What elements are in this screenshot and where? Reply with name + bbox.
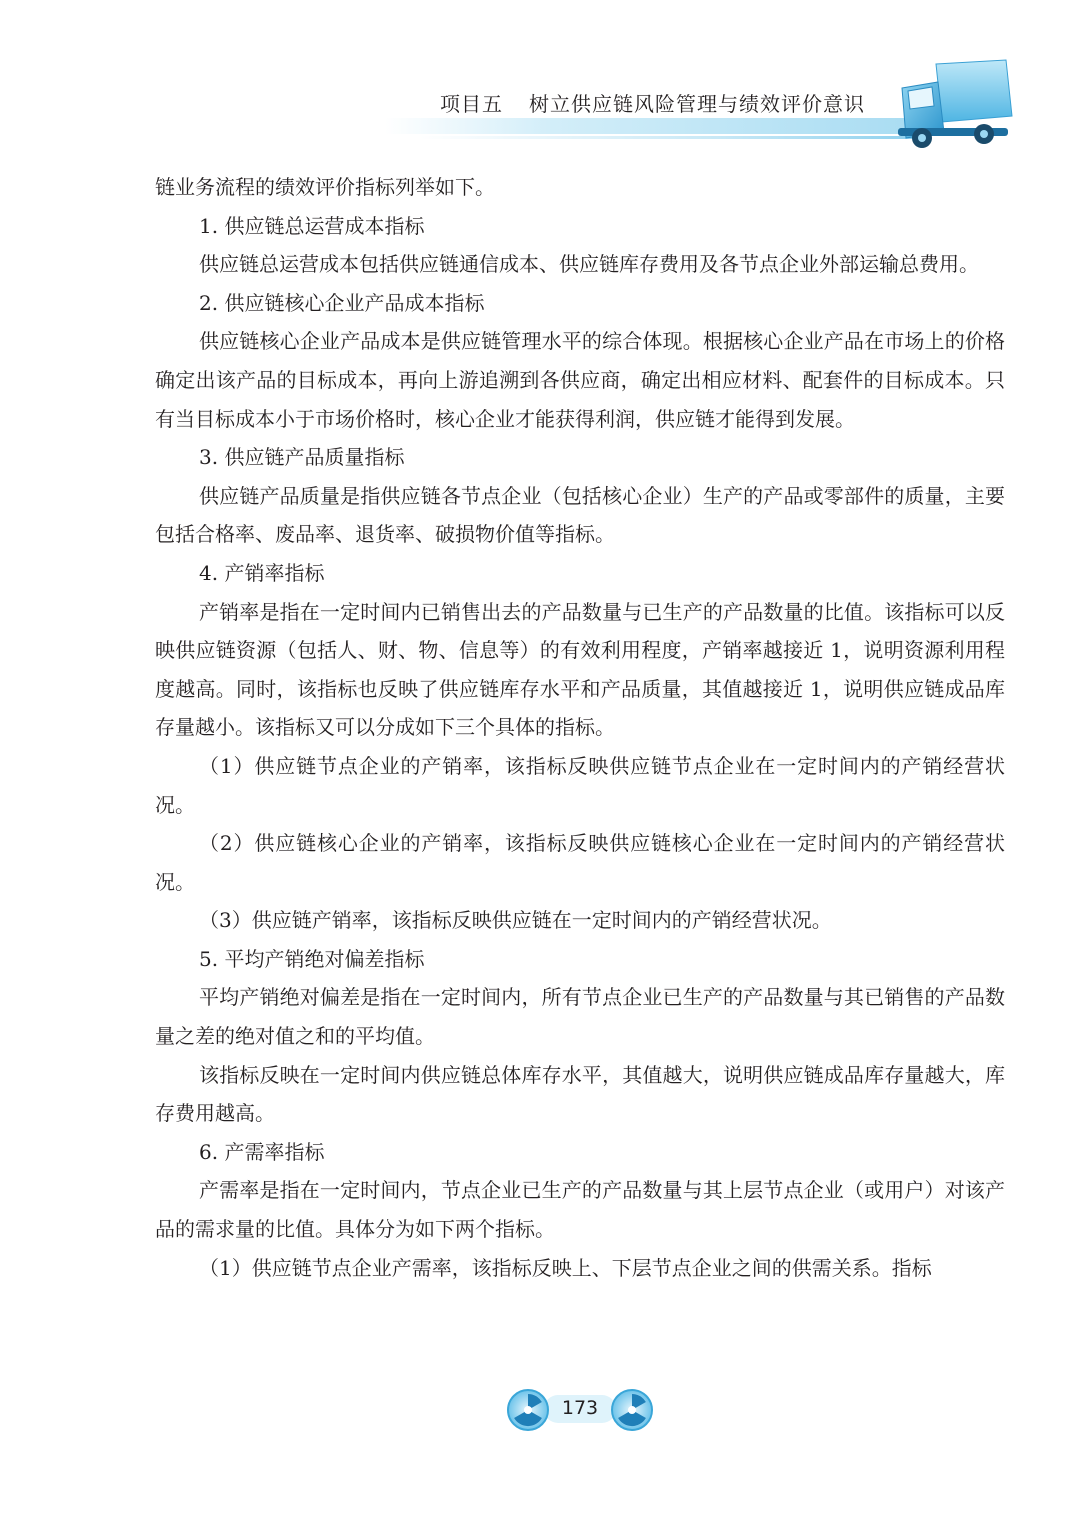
paragraph: （3）供应链产销率，该指标反映供应链在一定时间内的产销经营状况。 xyxy=(199,908,832,933)
section-heading: 5. 平均产销绝对偏差指标 xyxy=(199,946,425,971)
truck-icon xyxy=(888,58,1018,150)
page-number: 173 xyxy=(561,1397,599,1419)
page-header xyxy=(0,0,1092,160)
running-head-project: 项目五 xyxy=(440,92,503,116)
paragraph: 供应链产品质量是指供应链各节点企业（包括核心企业）生产的产品或零部件的质量，主要包括合格率、废品率、退货率、破损物价值等指标。 xyxy=(155,483,1005,547)
section-heading: 2. 供应链核心企业产品成本指标 xyxy=(199,290,485,315)
header-decor-line xyxy=(420,136,920,139)
paragraph: 链业务流程的绩效评价指标列举如下。 xyxy=(155,175,495,199)
running-head xyxy=(440,88,865,117)
paragraph: 该指标反映在一定时间内供应链总体库存水平，其值越大，说明供应链成品库存量越大，库存费用越高。 xyxy=(155,1062,1005,1126)
page-footer xyxy=(500,1385,660,1435)
paragraph: 供应链核心企业产品成本是供应链管理水平的综合体现。根据核心企业产品在市场上的价格确定出该产品的目标成本，再向上游追溯到各供应商，确定出相应材料、配套件的目标成本。只有当目标成本小于市场价格时，核心企业才能获得利润，供应链才能得到发展。 xyxy=(155,329,1005,431)
header-decor-band xyxy=(385,118,925,134)
paragraph: 供应链总运营成本包括供应链通信成本、供应链库存费用及各节点企业外部运输总费用。 xyxy=(199,252,979,277)
section-heading: 3. 供应链产品质量指标 xyxy=(199,445,405,470)
paragraph: （1）供应链节点企业产需率，该指标反映上、下层节点企业之间的供需关系。指标 xyxy=(199,1255,932,1280)
body-text xyxy=(155,168,1005,1287)
section-heading: 6. 产需率指标 xyxy=(199,1139,325,1164)
paragraph: （2）供应链核心企业的产销率，该指标反映供应链核心企业在一定时间内的产销经营状况。 xyxy=(155,831,1005,894)
paragraph: （1）供应链节点企业的产销率，该指标反映供应链节点企业在一定时间内的产销经营状况。 xyxy=(155,753,1005,817)
section-heading: 4. 产销率指标 xyxy=(199,560,325,585)
paragraph: 平均产销绝对偏差是指在一定时间内，所有节点企业已生产的产品数量与其已销售的产品数量之差的绝对值之和的平均值。 xyxy=(155,985,1005,1049)
paragraph: 产需率是指在一定时间内，节点企业已生产的产品数量与其上层节点企业（或用户）对该产品的需求量的比值。具体分为如下两个指标。 xyxy=(155,1178,1005,1242)
running-head-title: 树立供应链风险管理与绩效评价意识 xyxy=(529,92,865,116)
paragraph: 产销率是指在一定时间内已销售出去的产品数量与已生产的产品数量的比值。该指标可以反映供应链资源（包括人、财、物、信息等）的有效利用程度，产销率越接近 1，说明资源利用程度越高。同时，该指标也反映了供应链库存水平和产品质量，其值越接近 1，说明供应链成品库存量越小。该指标又可以分成如下三个具体的指标。 xyxy=(155,599,1005,740)
section-heading: 1. 供应链总运营成本指标 xyxy=(199,213,425,238)
